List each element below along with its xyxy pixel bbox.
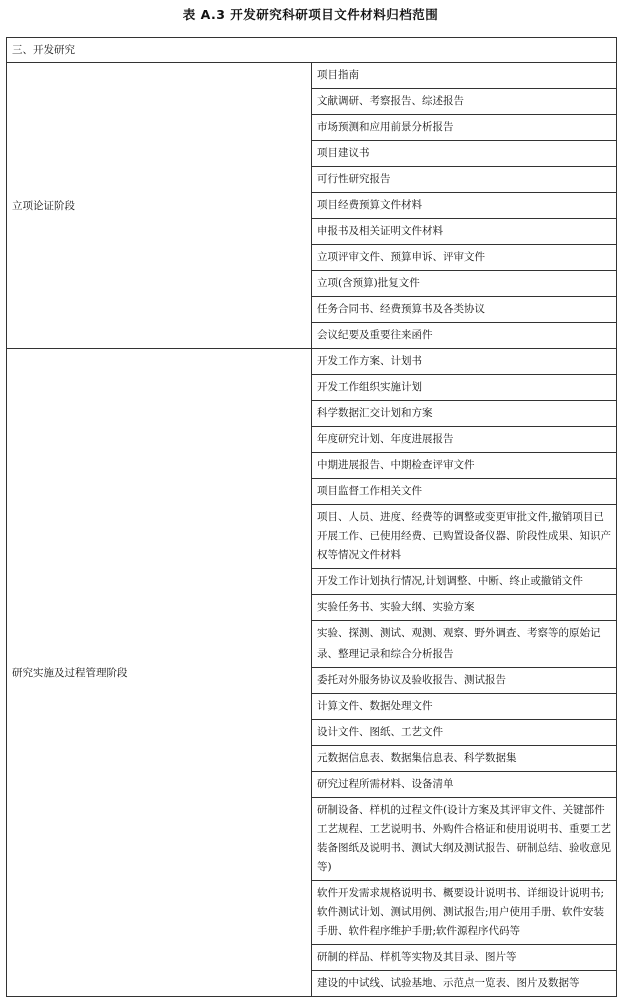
item-cell: 文献调研、考察报告、综述报告 bbox=[312, 89, 617, 115]
item-cell: 年度研究计划、年度进展报告 bbox=[312, 427, 617, 453]
item-cell: 软件开发需求规格说明书、概要设计说明书、详细设计说明书;软件测试计划、测试用例、测试报告;用户使用手册、软件安装手册、软件程序维护手册;软件源程序代码等 bbox=[312, 881, 617, 945]
item-cell: 实验任务书、实验大纲、实验方案 bbox=[312, 595, 617, 621]
item-cell: 实验、探测、测试、观测、观察、野外调查、考察等的原始记录、整理记录和综合分析报告 bbox=[312, 621, 617, 668]
item-cell: 项目、人员、进度、经费等的调整或变更审批文件,撤销项目已开展工作、已使用经费、已购置设备仪器、阶段性成果、知识产权等情况文件材料 bbox=[312, 505, 617, 569]
item-cell: 项目监督工作相关文件 bbox=[312, 479, 617, 505]
item-cell: 研制的样品、样机等实物及其目录、图片等 bbox=[312, 945, 617, 971]
item-cell: 元数据信息表、数据集信息表、科学数据集 bbox=[312, 746, 617, 772]
item-cell: 研究过程所需材料、设备清单 bbox=[312, 772, 617, 798]
item-cell: 研制设备、样机的过程文件(设计方案及其评审文件、关键部件工艺规程、工艺说明书、外购件合格证和使用说明书、重要工艺装备图纸及说明书、测试大纲及测试报告、研制总结、验收意见等) bbox=[312, 798, 617, 881]
item-cell: 项目指南 bbox=[312, 63, 617, 89]
item-cell: 可行性研究报告 bbox=[312, 167, 617, 193]
item-cell: 任务合同书、经费预算书及各类协议 bbox=[312, 297, 617, 323]
archive-scope-table bbox=[6, 37, 617, 997]
stage-cell: 研究实施及过程管理阶段 bbox=[7, 349, 312, 997]
item-cell: 开发工作组织实施计划 bbox=[312, 375, 617, 401]
table-row bbox=[7, 349, 617, 375]
item-cell: 项目建议书 bbox=[312, 141, 617, 167]
stage-cell: 立项论证阶段 bbox=[7, 63, 312, 349]
section-row bbox=[7, 38, 617, 63]
table-title: 表 A.3 开发研究科研项目文件材料归档范围 bbox=[182, 7, 439, 22]
item-cell: 设计文件、图纸、工艺文件 bbox=[312, 720, 617, 746]
item-cell: 建设的中试线、试验基地、示范点一览表、图片及数据等 bbox=[312, 971, 617, 997]
item-cell: 立项(含预算)批复文件 bbox=[312, 271, 617, 297]
item-cell: 立项评审文件、预算申诉、评审文件 bbox=[312, 245, 617, 271]
table-row bbox=[7, 63, 617, 89]
section-header: 三、开发研究 bbox=[7, 38, 617, 63]
item-cell: 申报书及相关证明文件材料 bbox=[312, 219, 617, 245]
item-cell: 科学数据汇交计划和方案 bbox=[312, 401, 617, 427]
item-cell: 中期进展报告、中期检查评审文件 bbox=[312, 453, 617, 479]
item-cell: 计算文件、数据处理文件 bbox=[312, 694, 617, 720]
item-cell: 会议纪要及重要往来函件 bbox=[312, 323, 617, 349]
item-cell: 委托对外服务协议及验收报告、测试报告 bbox=[312, 668, 617, 694]
item-cell: 开发工作计划执行情况,计划调整、中断、终止或撤销文件 bbox=[312, 569, 617, 595]
item-cell: 开发工作方案、计划书 bbox=[312, 349, 617, 375]
item-cell: 市场预测和应用前景分析报告 bbox=[312, 115, 617, 141]
item-cell: 项目经费预算文件材料 bbox=[312, 193, 617, 219]
